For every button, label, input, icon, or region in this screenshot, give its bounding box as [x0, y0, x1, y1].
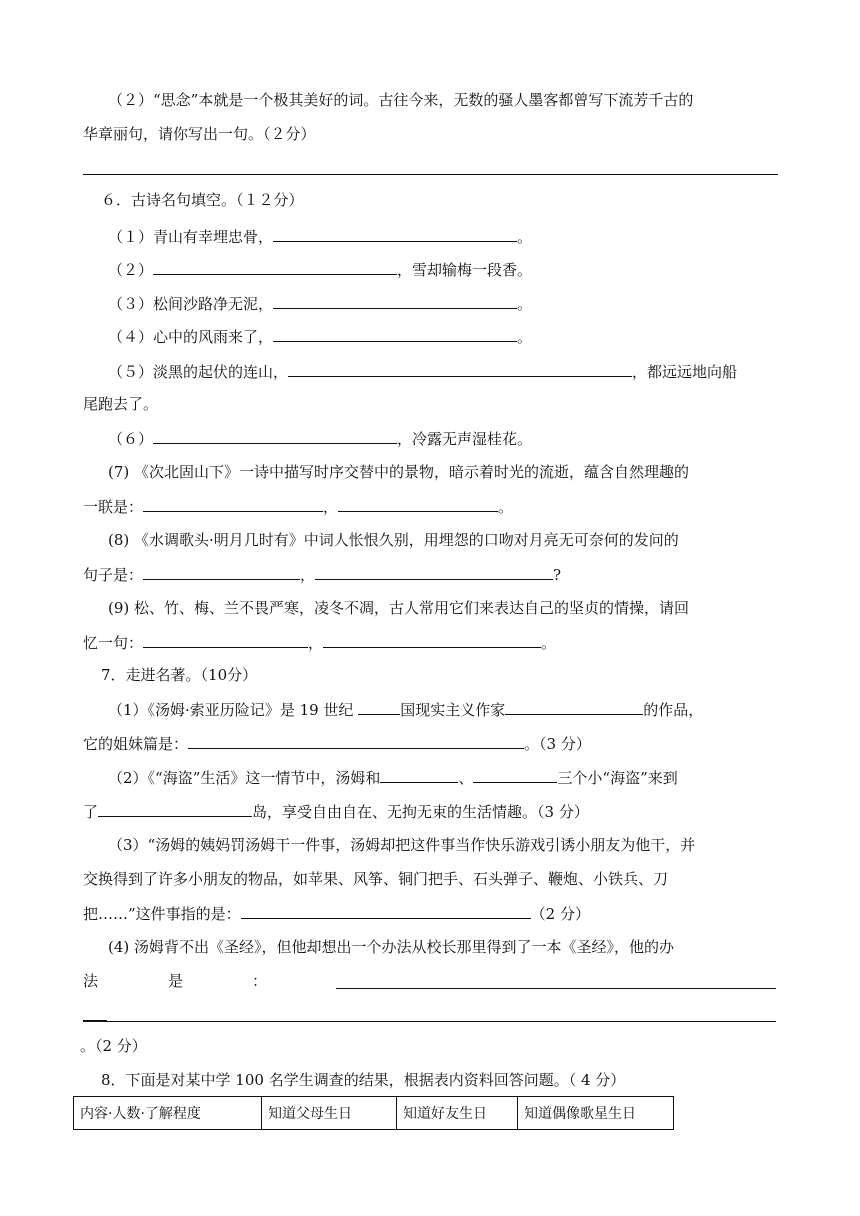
- q6-7-end: 。: [498, 498, 514, 516]
- q7-3-blank[interactable]: [241, 903, 531, 919]
- q6-5-blank[interactable]: [288, 361, 632, 377]
- q7-2-le: 了: [83, 803, 99, 821]
- q6-5-line2: 尾跑去了。: [83, 395, 159, 413]
- q7-2-blank-2[interactable]: [473, 767, 557, 783]
- q6-9-line1: (9) 松、竹、梅、兰不畏严寒，凌冬不凋，古人常用它们来表达自己的坚贞的情操，请回: [108, 599, 690, 617]
- q6-2-suffix: ，雪却输梅一段香。: [397, 261, 533, 279]
- q7-1-score: 。（3 分）: [524, 735, 591, 753]
- q7-item-1-line2: [83, 733, 591, 754]
- q7-4-blank-line1[interactable]: [336, 973, 776, 989]
- q7-4-answer-line[interactable]: [83, 1021, 776, 1022]
- q7-3-prefix: 把……”这件事指的是：: [83, 905, 241, 923]
- q5-2-answer-line: [83, 174, 778, 175]
- q6-8-blank-1[interactable]: [143, 564, 300, 580]
- q6-1-suffix: 。: [517, 228, 533, 246]
- q6-4-blank[interactable]: [273, 326, 517, 342]
- q7-1-blank-country[interactable]: [358, 699, 400, 715]
- q6-6-prefix: （６）: [108, 430, 154, 448]
- q6-item-2: [108, 259, 532, 280]
- q7-4-label-fa: 法: [83, 972, 99, 990]
- q6-6-blank[interactable]: [153, 428, 397, 444]
- q7-item-2-line2: [83, 801, 589, 822]
- q6-3-suffix: 。: [517, 295, 533, 313]
- table-header-cell: 内容·人数·了解程度: [74, 1097, 262, 1130]
- q7-2-end: 岛，享受自由自在、无拘无束的生活情趣。（3 分）: [252, 803, 589, 821]
- q6-7-line1: (7) 《次北固山下》一诗中描写时序交替中的景物，暗示着时光的流逝，蕴含自然理趣的: [108, 463, 690, 481]
- q7-3-line1: （3）“汤姆的姨妈罚汤姆干一件事，汤姆却把这件事当作快乐游戏引诱小朋友为他干，并: [108, 836, 696, 854]
- q6-9-blank-1[interactable]: [143, 632, 308, 648]
- q6-7-comma: ，: [323, 498, 339, 516]
- q7-2-blank-island[interactable]: [98, 801, 252, 817]
- q6-3-prefix: （３）松间沙路净无泥，: [108, 295, 274, 313]
- q6-6-suffix: ，冷露无声湿桂花。: [397, 430, 533, 448]
- q6-title: ６．古诗名句填空。（１２分）: [101, 191, 304, 209]
- table-header-cell: 知道父母生日: [262, 1097, 397, 1130]
- table-header-row: [74, 1097, 674, 1130]
- q7-item-2: [108, 767, 678, 788]
- q6-7-blank-1[interactable]: [143, 496, 323, 512]
- q7-2-prefix: （2）《“海盗”生活》这一情节中，汤姆和: [108, 769, 381, 787]
- q7-3-score: （2 分）: [530, 905, 590, 923]
- q7-item-1: [108, 699, 703, 720]
- q6-4-suffix: 。: [517, 328, 533, 346]
- q7-4-line1: (4) 汤姆背不出《圣经》，但他却想出一个办法从校长那里得到了一本《圣经》，他的办: [108, 938, 675, 956]
- q6-1-blank[interactable]: [273, 226, 517, 242]
- q7-1-mid: 国现实主义作家: [400, 701, 506, 719]
- q6-item-4: [108, 326, 532, 347]
- q6-8-end: ?: [553, 566, 562, 584]
- q7-item-3: [83, 903, 590, 924]
- q6-9-blank-2[interactable]: [323, 632, 541, 648]
- survey-table: [73, 1096, 674, 1130]
- q6-item-7: [83, 496, 513, 517]
- q7-1-blank-sister[interactable]: [188, 733, 524, 749]
- q6-4-prefix: （４）心中的风雨来了，: [108, 328, 274, 346]
- q6-7-prefix: 一联是：: [83, 498, 144, 516]
- q6-item-8: [83, 564, 561, 585]
- q6-9-end: 。: [541, 634, 557, 652]
- q7-4-blank-stub: [83, 1005, 107, 1021]
- q5-2-line2: 华章丽句，请你写出一句。（２分）: [83, 125, 316, 143]
- q6-8-comma: ，: [300, 566, 316, 584]
- q7-3-line2: 交换得到了许多小朋友的物品，如苹果、风筝、铜门把手、石头弹子、鞭炮、小铁兵、刀: [83, 870, 669, 888]
- q5-2-line1: （２）“思念”本就是一个极其美好的词。古往今来，无数的骚人墨客都曾写下流芳千古的: [108, 91, 694, 109]
- table-header-cell: 知道偶像歌星生日: [518, 1097, 674, 1130]
- q6-2-blank[interactable]: [153, 259, 397, 275]
- q6-8-line1: (8) 《水调歌头·明月几时有》中词人怅恨久别，用埋怨的口吻对月亮无可奈何的发问的: [108, 531, 679, 549]
- q7-1-suffix: 的作品，: [643, 701, 704, 719]
- q6-5-prefix: （５）淡黑的起伏的连山，: [108, 363, 289, 381]
- q6-9-comma: ，: [308, 634, 324, 652]
- q7-2-blank-1[interactable]: [380, 767, 458, 783]
- q7-title: 7．走进名著。（10分）: [101, 666, 258, 684]
- q7-2-suffix: 三个小“海盗”来到: [557, 769, 678, 787]
- q7-1-prefix: （1）《汤姆·索亚历险记》是 19 世纪: [108, 701, 359, 719]
- q6-item-1: [108, 226, 532, 247]
- q6-item-5: [108, 361, 737, 382]
- table-header-cell: 知道好友生日: [397, 1097, 518, 1130]
- q6-7-blank-2[interactable]: [338, 496, 498, 512]
- q6-9-prefix: 忆一句：: [83, 634, 144, 652]
- q7-1-blank-author[interactable]: [505, 699, 643, 715]
- q6-item-9: [83, 632, 556, 653]
- q7-4-end: 。（2 分）: [80, 1037, 147, 1055]
- q6-5-suffix: ，都远远地向船: [632, 363, 738, 381]
- q8-title: 8．下面是对某中学 100 名学生调查的结果，根据表内资料回答问题。（ 4 分）: [101, 1071, 626, 1089]
- q6-1-prefix: （１）青山有幸埋忠骨，: [108, 228, 274, 246]
- q6-item-3: [108, 293, 532, 314]
- q6-3-blank[interactable]: [273, 293, 517, 309]
- q7-2-sep: 、: [458, 769, 474, 787]
- q6-8-prefix: 句子是：: [83, 566, 144, 584]
- q7-4-label-shi: 是: [168, 972, 184, 990]
- q6-2-prefix: （２）: [108, 261, 154, 279]
- q7-1-sister-label: 它的姐妹篇是：: [83, 735, 189, 753]
- q7-4-label-colon: ：: [252, 972, 268, 990]
- q6-8-blank-2[interactable]: [315, 564, 553, 580]
- q6-item-6: [108, 428, 532, 449]
